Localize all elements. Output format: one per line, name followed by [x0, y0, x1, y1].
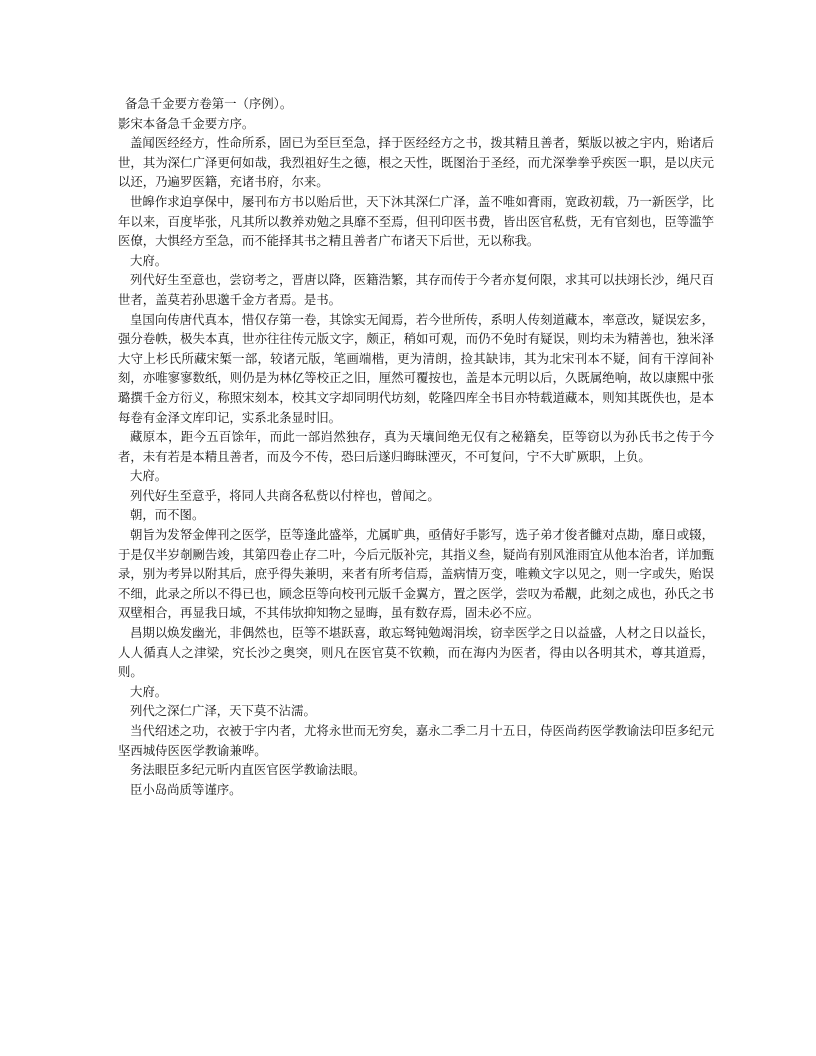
paragraph: 当代绍述之功，衣被于宇内者，尤将永世而无穷矣，嘉永二季二月十五日，侍医尚药医学教谕法印臣多纪元坚西城侍医医学教谕兼哗。: [118, 723, 714, 758]
paragraph: 昌期以焕发幽光，非偶然也，臣等不堪跃喜，敢忘驽钝勉竭涓埃，窃幸医学之日以益盛，人材之日以益长，人人循真人之津梁，究长沙之奥突，则凡在医官莫不钦赖，而在海内为医者，得由以各明其术，尊其道焉，则。: [118, 625, 714, 680]
paragraph: 藏原本，距今五百馀年，而此一部岿然独存，真为天壤间绝无仅有之秘籍矣，臣等窃以为孙氏书之传于今者，未有若是本精且善者，而及今不传，恐曰后遂归晦昧湮灭，不可复问，宁不大旷厥职，上负。: [118, 429, 714, 464]
document-title: 备急千金要方卷第一（序例）。: [125, 96, 293, 111]
paragraph: 大府。: [130, 468, 168, 484]
paragraph: 大府。: [130, 683, 168, 699]
paragraph: 列代之深仁广泽，天下莫不沾濡。: [130, 703, 316, 719]
paragraph: 臣小岛尚质等谨序。: [130, 781, 242, 797]
document-subtitle: 影宋本备急千金要方序。: [118, 115, 255, 131]
paragraph: 盖闻医经经方，性命所系，固已为至巨至急，择于医经经方之书，拨其精且善者，椠版以被之宇内，贻诸后世，其为深仁广泽更何如哉，我烈祖好生之德，根之天性，既图治于圣经，而尤深拳拳乎疾医一职，是以庆元以还，乃遍罗医籍，充诸书府，尔来。: [118, 135, 714, 190]
document-page: [118, 94, 714, 799]
paragraph: 皇国向传唐代真本，惜仅存第一卷，其馀实无闻焉，若今世所传，系明人传刻道藏本，率意改，疑误宏多，强分卷帙，极失本真，世亦往往传元版文字，颇正，稍如可观，而仍不免时有疑误，则均未为精善也，独米泽大守上杉氏所藏宋椠一部，较诸元版，笔画端楷，更为清朗，捡其缺讳，其为北宋刊本不疑，间有干淳间补刻，亦唯寥寥数纸，则仍是为林亿等校正之旧，厘然可覆按也，盖是本元明以后，久既属绝响，故以康熙中张璐撰千金方衍义，称照宋刻本，校其文字却同明代坊刻，乾隆四库全书目亦特载道藏本，则知其既佚也，是本每卷有金泽文库印记，实系北条显时旧。: [118, 311, 714, 425]
paragraph: 列代好生至意也，尝窃考之，晋唐以降，医籍浩繁，其存而传于今者亦复何限，求其可以扶翊长沙，绳尺百世者，盖莫若孙思邈千金方者焉。是书。: [118, 272, 714, 307]
paragraph: 列代好生至意乎，将同人共商各私赀以付梓也，曾闻之。: [130, 487, 440, 503]
paragraph: 大府。: [130, 252, 168, 268]
paragraph: 朝旨为发帑金俾刊之医学，臣等逢此盛举，尤属旷典，亟倩好手影写，选子弟才俊者雠对点勘，靡日或辍，于是仅半岁剞劂告竣，其第四卷止存二叶，今后元版补完，其指义叁，疑尚有别风淮雨宜从他本治者，详加甄录，别为考异以附其后，庶乎得失兼明，来者有所考信焉，盖病情万变，唯赖文字以见之，则一字或失，贻误不细，此录之所以不得已也，顾念臣等向校刊元版千金翼方，置之医学，尝叹为希觏，此刻之成也，孙氏之书双壁相合，再显我日域，不其伟欤抑知物之显晦，虽有数存焉，固未必不应。: [118, 527, 714, 621]
paragraph: 世皞作求迫享保中，屡刊布方书以贻后世，天下沐其深仁广泽，盖不唯如膏雨，宽政初载，乃一新医学，比年以来，百度毕张，凡其所以教养劝勉之具靡不至焉，但刊印医书费，皆出医官私赀，无有官刻也，臣等滥竽医僚，大惧经方至急，而不能择其书之精且善者广布诸天下后世，无以称我。: [118, 193, 714, 249]
paragraph: 务法眼臣多纪元昕内直医官医学教谕法眼。: [130, 762, 366, 778]
paragraph: 朝，而不图。: [130, 507, 205, 523]
